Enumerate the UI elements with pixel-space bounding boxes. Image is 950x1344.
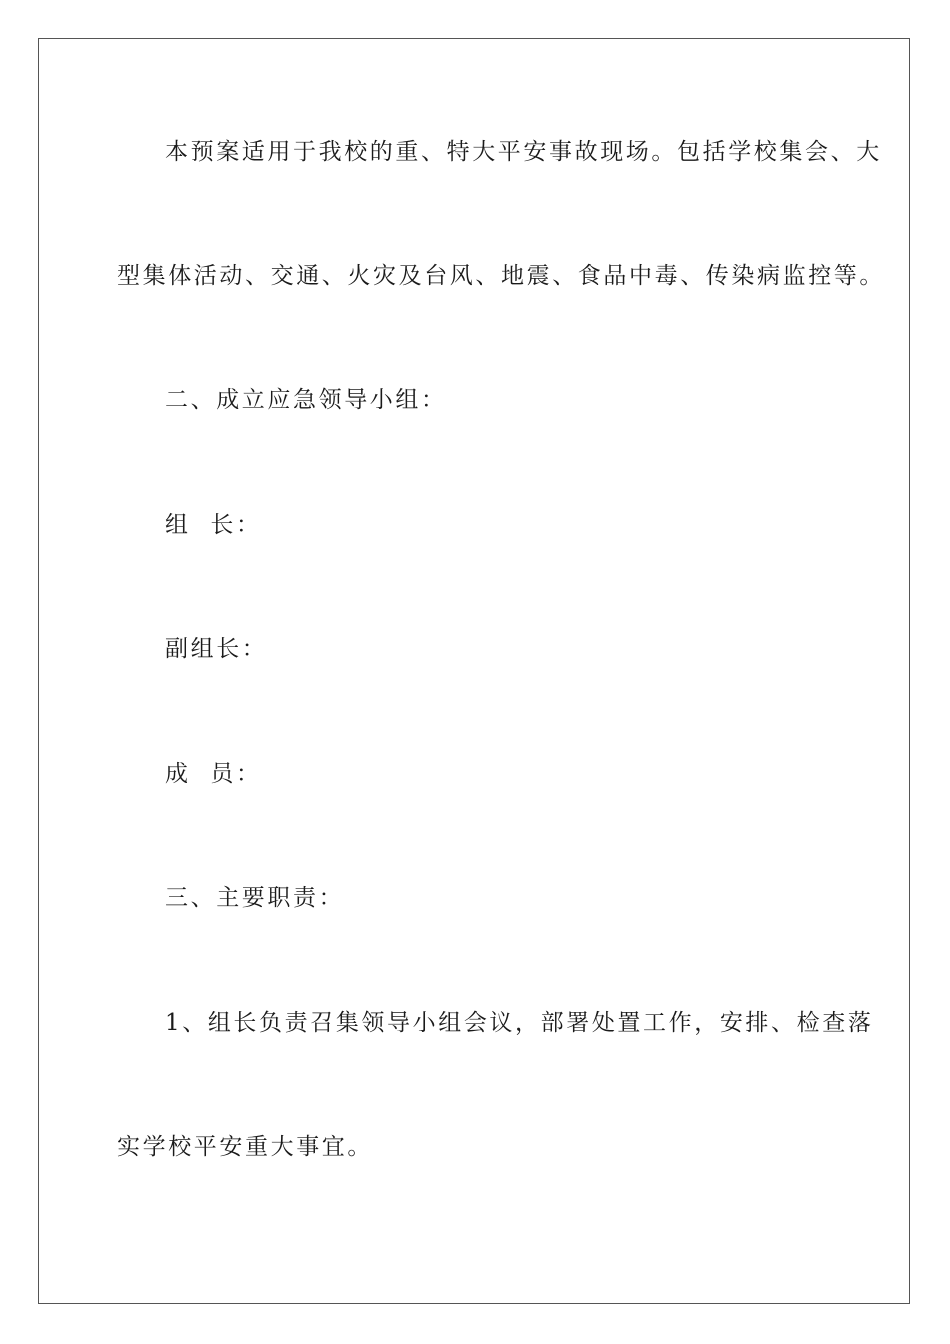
section-heading-main-duties: 三、主要职责：: [165, 885, 345, 911]
deputy-leader-label: 副组长：: [165, 636, 268, 662]
scope-paragraph-line-1: 本预案适用于我校的重、特大平安事故现场。包括学校集会、大: [165, 139, 882, 165]
group-leader-label: 组 长：: [165, 512, 262, 538]
scope-paragraph-line-2: 型集体活动、交通、火灾及台风、地震、食品中毒、传染病监控等。: [117, 263, 885, 289]
duty-item-1-line-1: 1、组长负责召集领导小组会议，部署处置工作，安排、检查落: [165, 1010, 874, 1036]
section-heading-leadership-group: 二、成立应急领导小组：: [165, 387, 447, 413]
page-frame: [38, 38, 910, 1304]
duty-item-1-line-2: 实学校平安重大事宜。: [117, 1134, 373, 1160]
members-label: 成 员：: [165, 761, 262, 787]
